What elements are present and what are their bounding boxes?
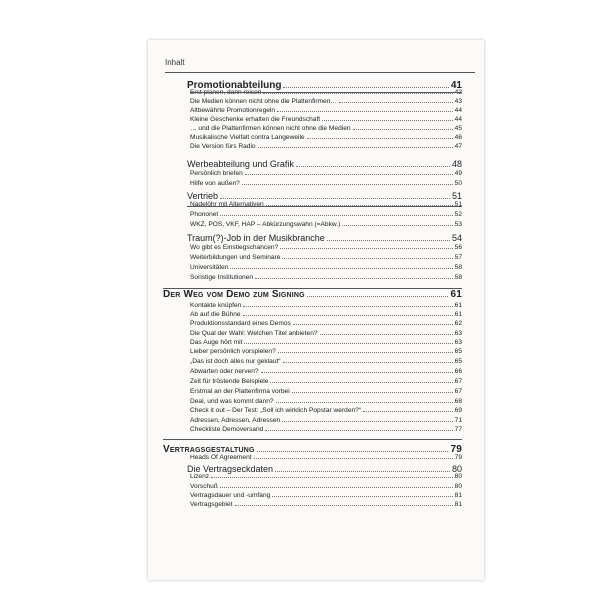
dot-leader	[296, 166, 450, 167]
page-header: Inhalt	[165, 58, 475, 73]
section-separator	[187, 206, 462, 207]
toc-entry-page: 41	[450, 80, 462, 91]
dot-leader	[242, 184, 453, 185]
toc-entry[interactable]	[190, 170, 462, 177]
toc-entry[interactable]	[163, 289, 462, 300]
dot-leader	[292, 392, 453, 393]
toc-entry[interactable]	[190, 254, 462, 261]
toc-entry[interactable]	[190, 407, 462, 414]
dot-leader	[211, 477, 453, 478]
toc-entry-title: Wo gibt es Einstiegschancen?	[190, 244, 279, 251]
toc-entry-title: Phononet	[190, 211, 219, 218]
toc-entry-page: 80	[454, 483, 462, 490]
toc-entry-page: 51	[451, 191, 462, 201]
dot-leader	[270, 382, 452, 383]
toc-entry-title: Die Medien können nicht ohne die Plattenfirmen…	[190, 98, 337, 105]
toc-entry-title: Erstmal an der Plattenfirma vorbei	[190, 388, 290, 395]
toc-entry-page: 81	[454, 501, 462, 508]
toc-entry-page: 57	[454, 254, 462, 261]
toc-entry[interactable]	[190, 143, 462, 150]
dot-leader	[322, 120, 453, 121]
toc-entry[interactable]	[190, 180, 462, 187]
toc-entry-page: 54	[451, 233, 462, 243]
dot-leader	[261, 372, 453, 373]
toc-entry[interactable]	[187, 233, 462, 243]
toc-entry[interactable]	[190, 221, 462, 228]
toc-entry-title: Sonstige Institutionen	[190, 274, 254, 281]
toc-entry-title: Das Auge hört mit	[190, 339, 243, 346]
dot-leader	[263, 93, 452, 94]
toc-entry[interactable]	[190, 244, 462, 251]
toc-entry-title: Traum(?)-Job in der Musikbranche	[187, 233, 325, 243]
toc-entry-page: 42	[454, 89, 462, 96]
toc-entry[interactable]	[190, 311, 462, 318]
toc-entry-title: Promotionabteilung	[187, 80, 282, 91]
dot-leader	[282, 258, 452, 259]
dot-leader	[257, 451, 449, 452]
toc-entry-page: 71	[454, 417, 462, 424]
dot-leader	[258, 147, 453, 148]
toc-entry-title: Lieber persönlich vorspielen?	[190, 348, 276, 355]
toc-entry-title: WKZ, POS, VKF, HAP – Abkürzungswahn (=Abkw.)	[190, 221, 341, 228]
toc-entry-title: Deal, und was kommt dann?	[190, 398, 274, 405]
dot-leader	[243, 315, 453, 316]
toc-entry-title: … und die Plattenfirmen können nicht ohne die Medien	[190, 125, 351, 132]
toc-entry[interactable]	[190, 501, 462, 508]
toc-entry[interactable]	[190, 98, 462, 105]
toc-entry-title: Die Version fürs Radio	[190, 143, 256, 150]
dot-leader	[278, 352, 453, 353]
toc-entry[interactable]	[190, 264, 462, 271]
toc-entry-title: Musikalische Vielfalt contra Langeweile	[190, 134, 305, 141]
dot-leader	[353, 129, 453, 130]
toc-entry-page: 61	[454, 311, 462, 318]
dot-leader	[244, 343, 452, 344]
toc-entry-title: Produktionsstandard eines Demos	[190, 320, 291, 327]
toc-entry[interactable]	[190, 426, 462, 433]
dot-leader	[255, 278, 453, 279]
toc-entry-title: Lizenz	[190, 473, 210, 480]
dot-leader	[320, 334, 453, 335]
toc-entry-page: 56	[454, 244, 462, 251]
dot-leader	[293, 324, 453, 325]
toc-entry-page: 61	[454, 302, 462, 309]
toc-entry-title: Die Qual der Wahl: Welchen Titel anbieten?	[190, 330, 318, 337]
toc-entry[interactable]	[190, 107, 462, 114]
toc-entry-page: 51	[454, 201, 462, 208]
toc-entry-title: Checkliste Demoversand	[190, 426, 264, 433]
toc-entry[interactable]	[190, 320, 462, 327]
toc-entry-page: 43	[454, 98, 462, 105]
toc-entry-title: Vertragsgebiet	[190, 501, 233, 508]
toc-entry-title: Vertragsdauer und -umfang	[190, 492, 271, 499]
toc-entry[interactable]	[190, 339, 462, 346]
toc-entry[interactable]	[190, 417, 462, 424]
toc-entry[interactable]	[187, 159, 462, 169]
toc-entry-page: 62	[454, 320, 462, 327]
toc-entry-page: 80	[454, 473, 462, 480]
section-separator	[163, 439, 462, 440]
toc-entry[interactable]	[190, 388, 462, 395]
toc-entry[interactable]	[190, 358, 462, 365]
toc-entry-page: 47	[454, 143, 462, 150]
dot-leader	[235, 505, 453, 506]
toc-entry-page: 69	[454, 407, 462, 414]
toc-entry-page: 79	[454, 454, 462, 461]
toc-entry-page: 63	[454, 330, 462, 337]
dot-leader	[307, 138, 453, 139]
dot-leader	[243, 306, 452, 307]
toc-entry-page: 67	[454, 388, 462, 395]
toc-entry-title: Vertrieb	[187, 191, 219, 201]
toc-entry-page: 52	[454, 211, 462, 218]
dot-leader	[282, 421, 452, 422]
toc-entry[interactable]	[190, 125, 462, 132]
toc-entry-page: 68	[454, 398, 462, 405]
dot-leader	[327, 240, 450, 241]
dot-leader	[220, 198, 450, 199]
toc-entry[interactable]	[190, 378, 462, 385]
toc-entry-title: Persönlich briefen	[190, 170, 243, 177]
dot-leader	[220, 215, 452, 216]
dot-leader	[342, 225, 452, 226]
toc-entry-title: Werbeabteilung und Grafik	[187, 159, 294, 169]
toc-entry[interactable]	[190, 302, 462, 309]
toc-entry-title: Abwarten oder nerven?	[190, 368, 259, 375]
toc-entry-title: „Das ist doch alles nur geklaut“	[190, 358, 281, 365]
toc-entry[interactable]	[190, 492, 462, 499]
toc-entry-title: Kontakte knüpfen	[190, 302, 242, 309]
toc-entry-page: 48	[451, 159, 462, 169]
toc-entry-title: Vorschuß	[190, 483, 218, 490]
toc-entry-title: Nadelöhr mit Alternativen	[190, 201, 264, 208]
toc-entry-title: Ab auf die Bühne	[190, 311, 241, 318]
dot-leader	[230, 268, 452, 269]
dot-leader	[307, 296, 449, 297]
dot-leader	[283, 362, 453, 363]
toc-entry[interactable]	[190, 368, 462, 375]
dot-leader	[277, 111, 453, 112]
toc-entry[interactable]	[190, 116, 462, 123]
toc-entry[interactable]	[190, 398, 462, 405]
toc-entry-page: 77	[454, 426, 462, 433]
toc-entry[interactable]	[190, 330, 462, 337]
toc-entry-page: 63	[454, 339, 462, 346]
toc-entry-title: Heads Of Agreement	[190, 454, 252, 461]
toc-entry-page: 66	[454, 368, 462, 375]
toc-entry-title: Der Weg vom Demo zum Signing	[163, 289, 305, 300]
toc-entry-page: 65	[454, 358, 462, 365]
toc-entry-title: Die Vertragseckdaten	[187, 464, 274, 474]
toc-entry-title: Kleine Geschenke erhalten die Freundschaft	[190, 116, 321, 123]
toc-entry[interactable]	[190, 454, 462, 461]
toc-entry-page: 79	[450, 444, 462, 455]
toc-entry-title: Zeit für tröstende Beispiele	[190, 378, 269, 385]
toc-entry-page: 58	[454, 274, 462, 281]
toc-entry-page: 58	[454, 264, 462, 271]
section-separator	[163, 288, 462, 289]
toc-entry-page: 61	[450, 289, 462, 300]
toc-entry-title: Altbewährte Promotionregeln	[190, 107, 276, 114]
dot-leader	[283, 87, 448, 88]
toc-entry-title: Vertragsgestaltung	[163, 444, 255, 455]
toc-entry-page: 67	[454, 378, 462, 385]
toc-entry-page: 49	[454, 170, 462, 177]
toc-entry-title: Universitäten	[190, 264, 229, 271]
toc-entry-page: 53	[454, 221, 462, 228]
dot-leader	[254, 458, 453, 459]
toc-entry-title: Adressen, Adressen, Adressen	[190, 417, 281, 424]
toc-entry[interactable]	[187, 191, 462, 201]
toc-entry-title: Hilfe von außen?	[190, 180, 240, 187]
dot-leader	[265, 430, 452, 431]
dot-leader	[272, 496, 452, 497]
toc-entry-page: 44	[454, 116, 462, 123]
toc-entry-page: 45	[454, 125, 462, 132]
toc-entry[interactable]	[190, 483, 462, 490]
toc-entry[interactable]	[190, 134, 462, 141]
toc-entry-title: Check it out – Der Test: „Soll ich wirklich Popstar werden?“	[190, 407, 362, 414]
toc-entry-title: Erst planen, dann reisen	[190, 89, 262, 96]
dot-leader	[245, 174, 453, 175]
toc-entry-page: 81	[454, 492, 462, 499]
toc-entry[interactable]	[190, 473, 462, 480]
toc-entry-page: 80	[451, 464, 462, 474]
toc-entry-page: 44	[454, 107, 462, 114]
toc-entry[interactable]	[190, 348, 462, 355]
toc-entry-page: 65	[454, 348, 462, 355]
toc-entry-page: 50	[454, 180, 462, 187]
dot-leader	[275, 471, 450, 472]
toc-entry-page: 46	[454, 134, 462, 141]
toc-entry[interactable]	[190, 211, 462, 218]
toc-entry-title: Weiterbildungen und Seminare	[190, 254, 281, 261]
toc-entry[interactable]	[190, 274, 462, 281]
dot-leader	[276, 402, 453, 403]
dot-leader	[280, 248, 452, 249]
dot-leader	[339, 102, 453, 103]
dot-leader	[220, 487, 453, 488]
dot-leader	[363, 411, 453, 412]
section-separator	[190, 92, 462, 93]
